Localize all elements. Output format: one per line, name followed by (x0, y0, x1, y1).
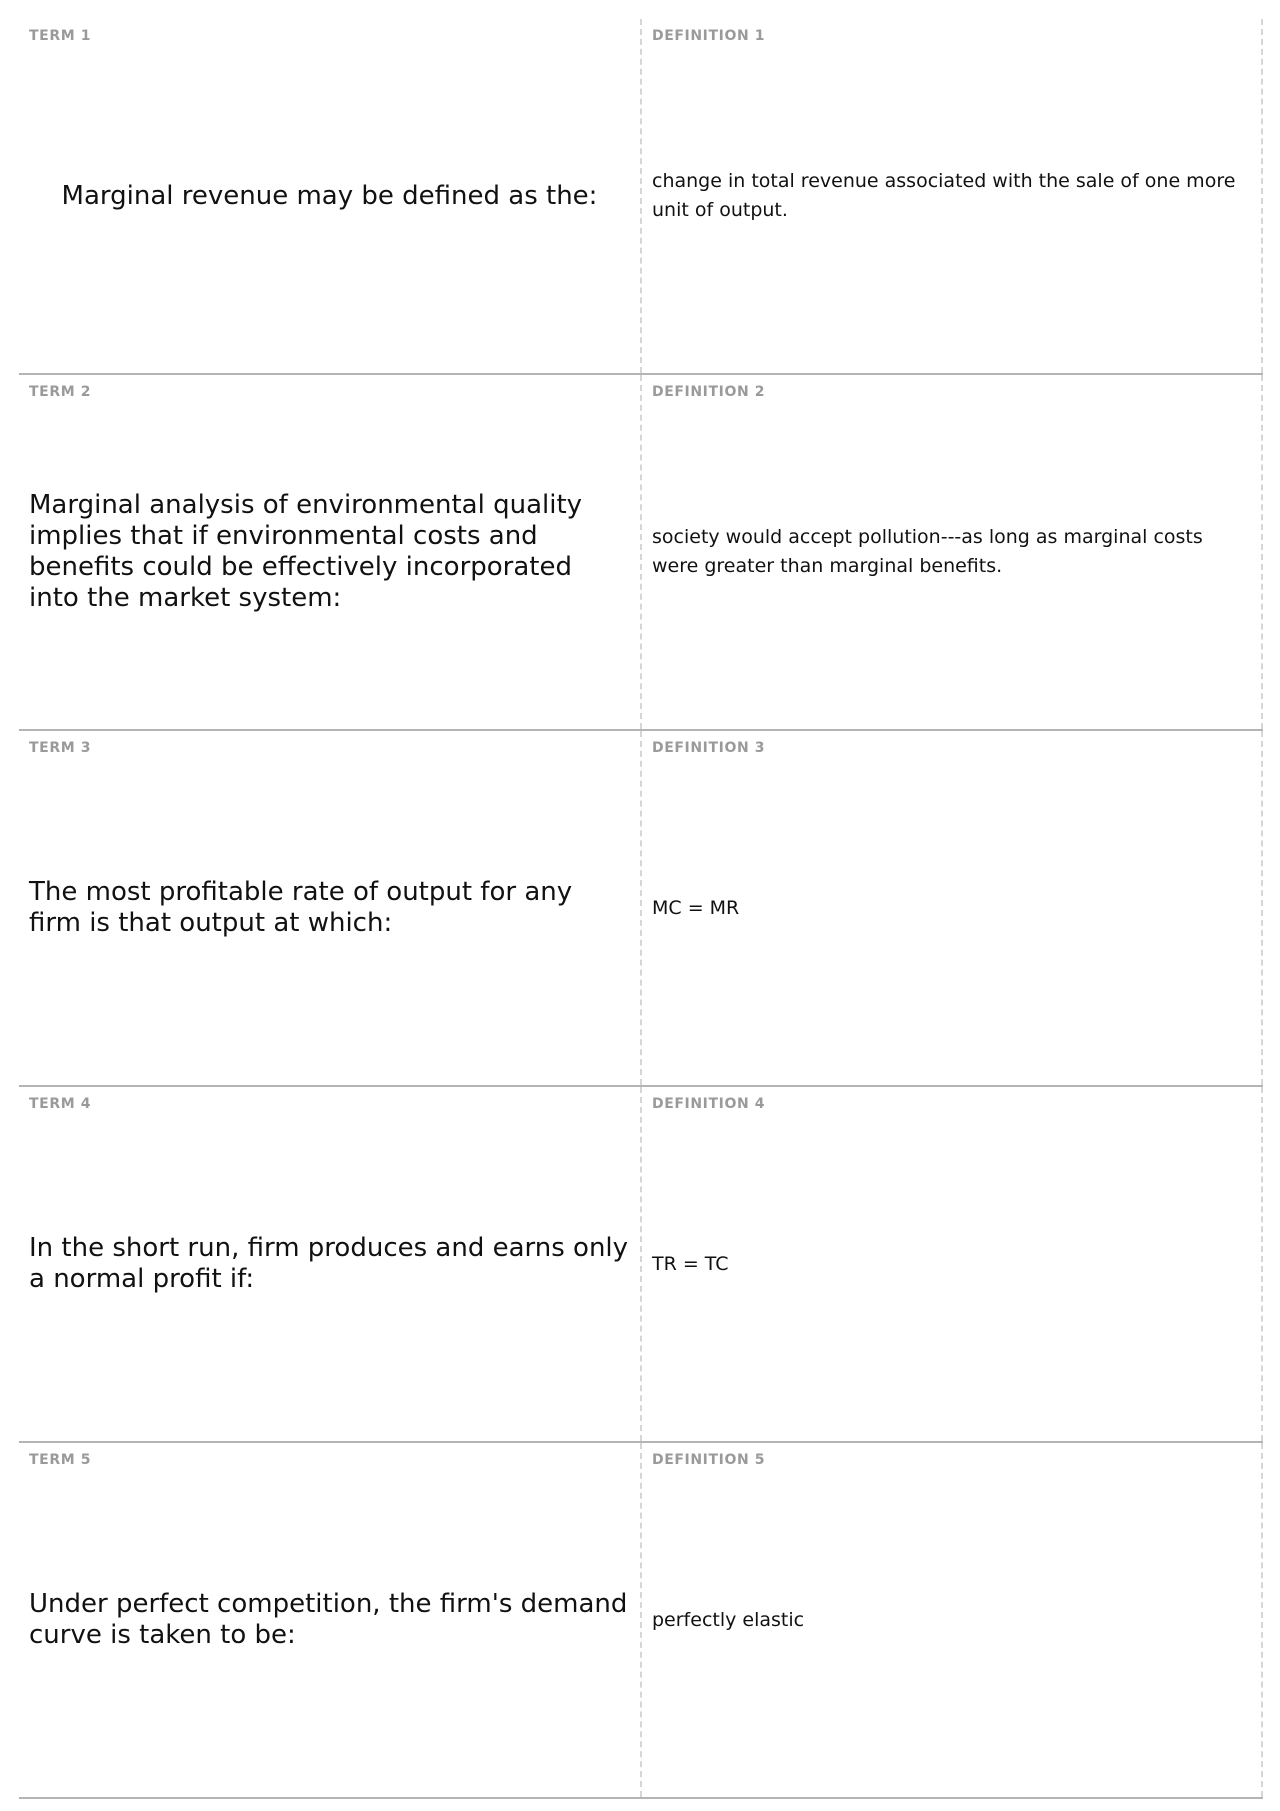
definition-text: perfectly elastic (652, 1608, 805, 1631)
term-card-1 (19, 19, 642, 373)
term-card-3 (19, 731, 642, 1085)
term-body (29, 59, 630, 333)
term-body (29, 771, 630, 1045)
term-body (29, 1483, 630, 1757)
definition-text: change in total revenue associated with the sale of one more unit of output. (652, 170, 1236, 221)
term-text: Marginal revenue may be defined as the: (61, 180, 598, 211)
definition-label: DEFINITION 4 (652, 1096, 766, 1112)
term-card-2 (19, 375, 642, 729)
definition-body (652, 59, 1251, 333)
definition-text: society would accept pollution---as long as marginal costs were greater than marginal benefits. (652, 526, 1203, 577)
definition-label: DEFINITION 2 (652, 384, 766, 400)
term-body (29, 1127, 630, 1401)
definition-body (652, 1483, 1251, 1757)
term-label: TERM 3 (29, 740, 92, 756)
flashcard-row-3 (19, 731, 1263, 1087)
flashcard-row-4 (19, 1087, 1263, 1443)
definition-card-1 (642, 19, 1263, 373)
term-card-4 (19, 1087, 642, 1441)
definition-card-2 (642, 375, 1263, 729)
flashcard-row-5 (19, 1443, 1263, 1799)
term-text: Under perfect competition, the firm's demand curve is taken to be: (29, 1589, 628, 1650)
definition-label: DEFINITION 5 (652, 1452, 766, 1468)
definition-label: DEFINITION 3 (652, 740, 766, 756)
term-text: Marginal analysis of environmental quality implies that if environmental costs and benefits could be effectively incorporated into the market system: (29, 490, 583, 613)
term-label: TERM 2 (29, 384, 92, 400)
definition-body (652, 1127, 1251, 1401)
definition-card-5 (642, 1443, 1263, 1797)
definition-label: DEFINITION 1 (652, 28, 766, 44)
term-label: TERM 5 (29, 1452, 92, 1468)
flashcard-row-1 (19, 19, 1263, 375)
term-card-5 (19, 1443, 642, 1797)
definition-text: TR = TC (652, 1252, 729, 1275)
flashcard-sheet (19, 19, 1263, 1799)
flashcard-row-2 (19, 375, 1263, 731)
definition-card-3 (642, 731, 1263, 1085)
term-body (29, 415, 630, 689)
definition-text: MC = MR (652, 896, 740, 919)
term-text: The most profitable rate of output for any firm is that output at which: (29, 877, 573, 938)
definition-body (652, 415, 1251, 689)
definition-body (652, 771, 1251, 1045)
term-text: In the short run, firm produces and earns only a normal profit if: (29, 1233, 629, 1294)
term-label: TERM 4 (29, 1096, 92, 1112)
term-label: TERM 1 (29, 28, 92, 44)
definition-card-4 (642, 1087, 1263, 1441)
